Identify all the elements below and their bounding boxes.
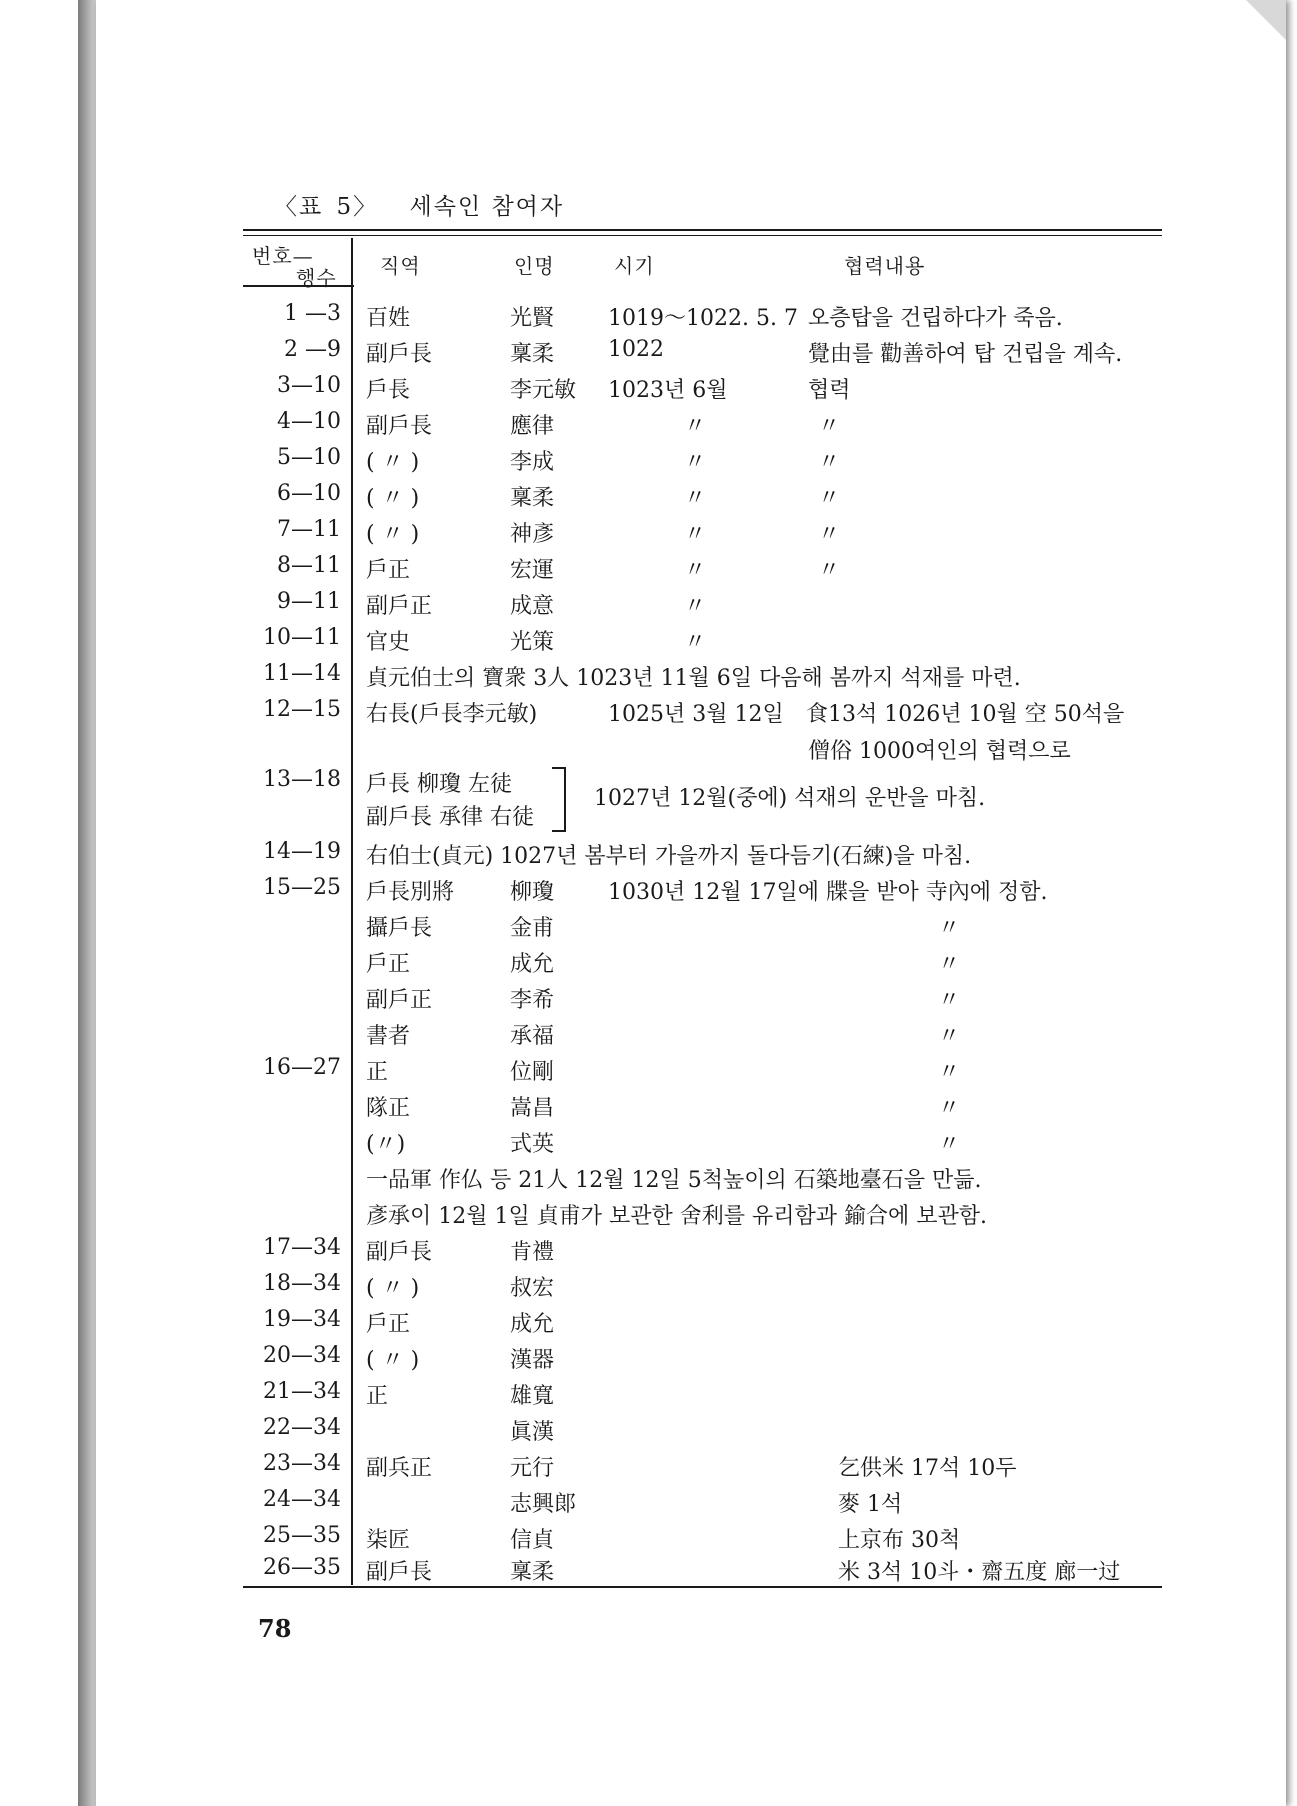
- header-name: 인명: [514, 254, 555, 278]
- row-name: 肯禮: [510, 1240, 555, 1265]
- row-number: 16—27: [263, 1055, 341, 1080]
- table-row: [0, 1163, 1297, 1197]
- row-number: 23—34: [263, 1451, 341, 1476]
- row-content: 오층탑을 건립하다가 죽음.: [808, 306, 1063, 331]
- table-row: [0, 373, 1297, 407]
- row-ditto-mark: 〃: [938, 916, 961, 941]
- row-number: 25—35: [263, 1523, 341, 1548]
- row-merged-text: 貞元伯士의 寶衆 3人 1023년 11월 6일 다음해 봄까지 석재를 마련.: [366, 666, 1021, 691]
- row-role: 戶長: [366, 378, 411, 403]
- row-time-ditto: 〃: [684, 594, 707, 619]
- table-row: [0, 1523, 1297, 1557]
- row-number: 26—35: [263, 1555, 341, 1580]
- table-row: [0, 839, 1297, 873]
- row-name: 稟柔: [510, 342, 555, 367]
- row-name: 柳瓊: [510, 880, 555, 905]
- row-role: 副戶長: [366, 1240, 433, 1265]
- row-merged-text: 右伯士(貞元) 1027년 봄부터 가을까지 돌다듬기(石練)을 마침.: [366, 844, 972, 869]
- table-row: [0, 661, 1297, 695]
- table-row: [0, 553, 1297, 587]
- table-row: [0, 1415, 1297, 1449]
- row-number: 5—10: [277, 445, 341, 470]
- row-role: ( 〃 ): [366, 522, 420, 547]
- row-name: 光策: [510, 630, 555, 655]
- row-ditto-mark: 〃: [938, 952, 961, 977]
- row-number: 20—34: [263, 1343, 341, 1368]
- row-role: 副戶長: [366, 414, 433, 439]
- row-role: ( 〃 ): [366, 486, 420, 511]
- row-role: 副戶正: [366, 594, 433, 619]
- row-time: 1022: [608, 337, 664, 362]
- row-role: 正: [366, 1060, 389, 1085]
- row-role: (〃): [366, 1132, 406, 1157]
- table-row: [0, 875, 1297, 909]
- table-row-continuation: [0, 734, 1297, 768]
- row-number: 9—11: [277, 589, 341, 614]
- row-content-ditto: 〃: [818, 414, 841, 439]
- row-content-ditto: 〃: [818, 558, 841, 583]
- row-role: 副戶正: [366, 988, 433, 1013]
- row-ditto-mark: 〃: [938, 1060, 961, 1085]
- table-row: [0, 1487, 1297, 1521]
- row-content: 1030년 12월 17일에 牒을 받아 寺內에 정함.: [608, 880, 1048, 905]
- row-name: 式英: [510, 1132, 555, 1157]
- row-role: 正: [366, 1384, 389, 1409]
- row-name: 志興郞: [510, 1492, 577, 1517]
- table-row: [0, 1235, 1297, 1269]
- row-role: 書者: [366, 1024, 411, 1049]
- row-content-ditto: 〃: [818, 450, 841, 475]
- row-role: ( 〃 ): [366, 1348, 420, 1373]
- row-number: 19—34: [263, 1307, 341, 1332]
- row-role-right: 副戶長 承律 右徒: [366, 805, 534, 830]
- row-name: 李成: [510, 450, 555, 475]
- row-number: 3—10: [277, 373, 341, 398]
- table-row: [0, 1055, 1297, 1089]
- row-ditto-mark: 〃: [938, 988, 961, 1013]
- table-row: [0, 697, 1297, 731]
- table-row: [0, 1271, 1297, 1305]
- row-number: 13—18: [263, 767, 341, 792]
- row-ditto-mark: 〃: [938, 1096, 961, 1121]
- row-ditto-mark: 〃: [938, 1132, 961, 1157]
- caption-label: 〈표: [274, 194, 324, 220]
- row-name: 成允: [510, 1312, 555, 1337]
- header-role: 직역: [380, 254, 421, 278]
- row-time: 1025년 3월 12일: [608, 702, 784, 727]
- row-name: 雄寬: [510, 1384, 555, 1409]
- row-name: 承福: [510, 1024, 555, 1049]
- table-row: [0, 983, 1297, 1017]
- row-role: 百姓: [366, 306, 411, 331]
- row-name: 宏運: [510, 558, 555, 583]
- row-name: 李元敏: [510, 378, 577, 403]
- table-row: [0, 1379, 1297, 1413]
- row-number: 21—34: [263, 1379, 341, 1404]
- caption-title: 세속인 참여자: [409, 194, 565, 220]
- row-name: 位剛: [510, 1060, 555, 1085]
- row-role: 副戶長: [366, 1560, 433, 1585]
- row-content: 乞供米 17석 10두: [838, 1456, 1017, 1481]
- row-number: 1 —3: [284, 301, 341, 326]
- table-row: [0, 1019, 1297, 1053]
- row-name: 叔宏: [510, 1276, 555, 1301]
- row-merged-text: 一品軍 作仏 등 21人 12월 12일 5척높이의 石築地臺石을 만듦.: [366, 1168, 982, 1193]
- table-row: [0, 409, 1297, 443]
- row-role: 副戶長: [366, 342, 433, 367]
- table-row: [0, 1091, 1297, 1125]
- row-number: 2 —9: [284, 337, 341, 362]
- row-number: 7—11: [277, 517, 341, 542]
- table-row: [0, 301, 1297, 335]
- row-name: 光賢: [510, 306, 555, 331]
- row-name: 神彥: [510, 522, 555, 547]
- row-name: 成允: [510, 952, 555, 977]
- table-row: [0, 1451, 1297, 1485]
- row-content-continued: 僧俗 1000여인의 협력으로: [808, 739, 1071, 764]
- row-content: 米 3석 10斗・齋五度 廊一过: [838, 1560, 1121, 1585]
- row-content-ditto: 〃: [818, 486, 841, 511]
- row-content: 麥 1석: [838, 1492, 903, 1517]
- table-row: [0, 1555, 1297, 1589]
- row-content: 覺由를 勸善하여 탑 건립을 계속.: [808, 342, 1123, 367]
- row-role: 副兵正: [366, 1456, 433, 1481]
- row-time-ditto: 〃: [684, 450, 707, 475]
- row-role: 官史: [366, 630, 411, 655]
- row-time-ditto: 〃: [684, 522, 707, 547]
- row-number: 17—34: [263, 1235, 341, 1260]
- row-role: ( 〃 ): [366, 1276, 420, 1301]
- row-role: ( 〃 ): [366, 450, 420, 475]
- row-content-ditto: 〃: [818, 522, 841, 547]
- row-role: 戶長別將: [366, 880, 455, 905]
- row-time-ditto: 〃: [684, 414, 707, 439]
- row-name: 稟柔: [510, 1560, 555, 1585]
- row-time-ditto: 〃: [684, 630, 707, 655]
- row-number: 24—34: [263, 1487, 341, 1512]
- header-time: 시기: [614, 254, 655, 278]
- table-row: [0, 589, 1297, 623]
- row-merged-text: 彥承이 12월 1일 貞甫가 보관한 舍利를 유리함과 鍮合에 보관함.: [366, 1204, 987, 1229]
- row-role-left: 戶長 柳瓊 左徒: [366, 772, 512, 797]
- row-name: 李希: [510, 988, 555, 1013]
- row-content: 上京布 30척: [838, 1528, 961, 1553]
- row-time: 1023년 6월: [608, 378, 728, 403]
- row-role: 戶正: [366, 952, 411, 977]
- row-number: 22—34: [263, 1415, 341, 1440]
- table-row: [0, 911, 1297, 945]
- row-role: 隊正: [366, 1096, 411, 1121]
- table-row: [0, 445, 1297, 479]
- row-role: 攝戶長: [366, 916, 433, 941]
- row-number: 11—14: [263, 661, 341, 686]
- row-number: 14—19: [263, 839, 341, 864]
- table-row: [0, 337, 1297, 371]
- header-number: 번호—: [252, 244, 314, 268]
- header-content: 협력내용: [844, 254, 926, 278]
- table-row: [0, 1343, 1297, 1377]
- row-role: 右長(戶長李元敏): [366, 702, 538, 727]
- row-time: 1019～1022. 5. 7: [608, 306, 798, 331]
- row-name: 嵩昌: [510, 1096, 555, 1121]
- row-number: 8—11: [277, 553, 341, 578]
- row-time-ditto: 〃: [684, 486, 707, 511]
- row-role: 柒匠: [366, 1528, 411, 1553]
- row-name: 稟柔: [510, 486, 555, 511]
- row-name: 漢器: [510, 1348, 555, 1373]
- row-number: 12—15: [263, 697, 341, 722]
- table-row: [0, 1307, 1297, 1341]
- row-name: 金甫: [510, 916, 555, 941]
- row-role: 戶正: [366, 558, 411, 583]
- row-time-ditto: 〃: [684, 558, 707, 583]
- table-row: [0, 1199, 1297, 1233]
- row-number: 15—25: [263, 875, 341, 900]
- table-row: [0, 947, 1297, 981]
- row-content: 食13석 1026년 10월 空 50석을: [806, 702, 1125, 727]
- row-content: 1027년 12월(중에) 석재의 운반을 마침.: [594, 786, 986, 811]
- table-row: [0, 481, 1297, 515]
- table-row: [0, 1127, 1297, 1161]
- row-number: 18—34: [263, 1271, 341, 1296]
- row-content: 협력: [808, 378, 851, 403]
- row-ditto-mark: 〃: [938, 1024, 961, 1049]
- row-name: 信貞: [510, 1528, 555, 1553]
- caption-number: 5〉: [336, 194, 379, 220]
- table-row-content: [0, 781, 1297, 815]
- row-name: 成意: [510, 594, 555, 619]
- row-name: 應律: [510, 414, 555, 439]
- row-role: 戶正: [366, 1312, 411, 1337]
- header-line-count: 행수: [296, 266, 337, 290]
- table-row: [0, 625, 1297, 659]
- page-number: 78: [258, 1614, 292, 1643]
- table-row: [0, 517, 1297, 551]
- row-name: 眞漢: [510, 1420, 555, 1445]
- row-number: 10—11: [263, 625, 341, 650]
- row-number: 4—10: [277, 409, 341, 434]
- row-name: 元行: [510, 1456, 555, 1481]
- row-number: 6—10: [277, 481, 341, 506]
